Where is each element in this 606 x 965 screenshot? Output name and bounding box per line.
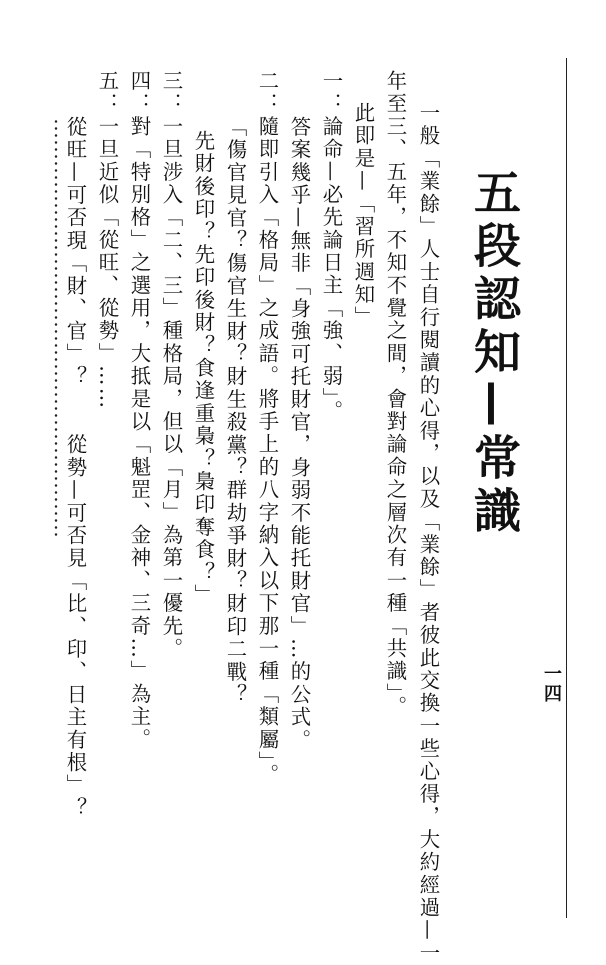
dotted-separator [54, 118, 58, 538]
point-3: 三：一旦涉入「二、三」種格局，但以「月」為第一優先。 [159, 70, 184, 661]
page-number: 一四 [541, 664, 562, 704]
point-1-answer: 答案幾乎—無非「身強可托財官，身弱不能托財官」…的公式。 [287, 116, 312, 752]
intro-line-1: 一般「業餘」人士自行閱讀的心得，以及「業餘」者彼此交換一些心得，大約經過—一 [416, 102, 441, 965]
point-4: 四：對「特別格」之選用，大抵是以「魁罡、金神、三奇…」為主。 [127, 70, 152, 751]
point-5-detail: 從旺—可否現「財、官」？ 從勢—可否見「比、印、日主有根」？ [63, 116, 88, 820]
point-1: 一：論命—必先論日主「強、弱」。 [319, 70, 344, 423]
point-5: 五：一旦近似「從旺、從勢」…… [95, 70, 120, 411]
point-2-list-b: 先財後印？先印後財？食逢重梟？梟印奪食？」 [191, 130, 216, 607]
intro-line-2: 年至三、五年，不知不覺之間，會對論命之層次有一種「共識」。 [383, 70, 408, 719]
intro-line-3: 此即是—「習所週知」 [351, 102, 376, 329]
margin-rule [566, 58, 567, 918]
chapter-title: 五段認知—常識 [466, 168, 521, 539]
point-2-list-a: 「傷官見官？傷官生財？財生殺黨？群劫爭財？財印二戰？ [223, 116, 248, 707]
point-2: 二：隨即引入「格局」之成語。將手上的八字納入以下那一種「類屬」。 [255, 70, 280, 787]
